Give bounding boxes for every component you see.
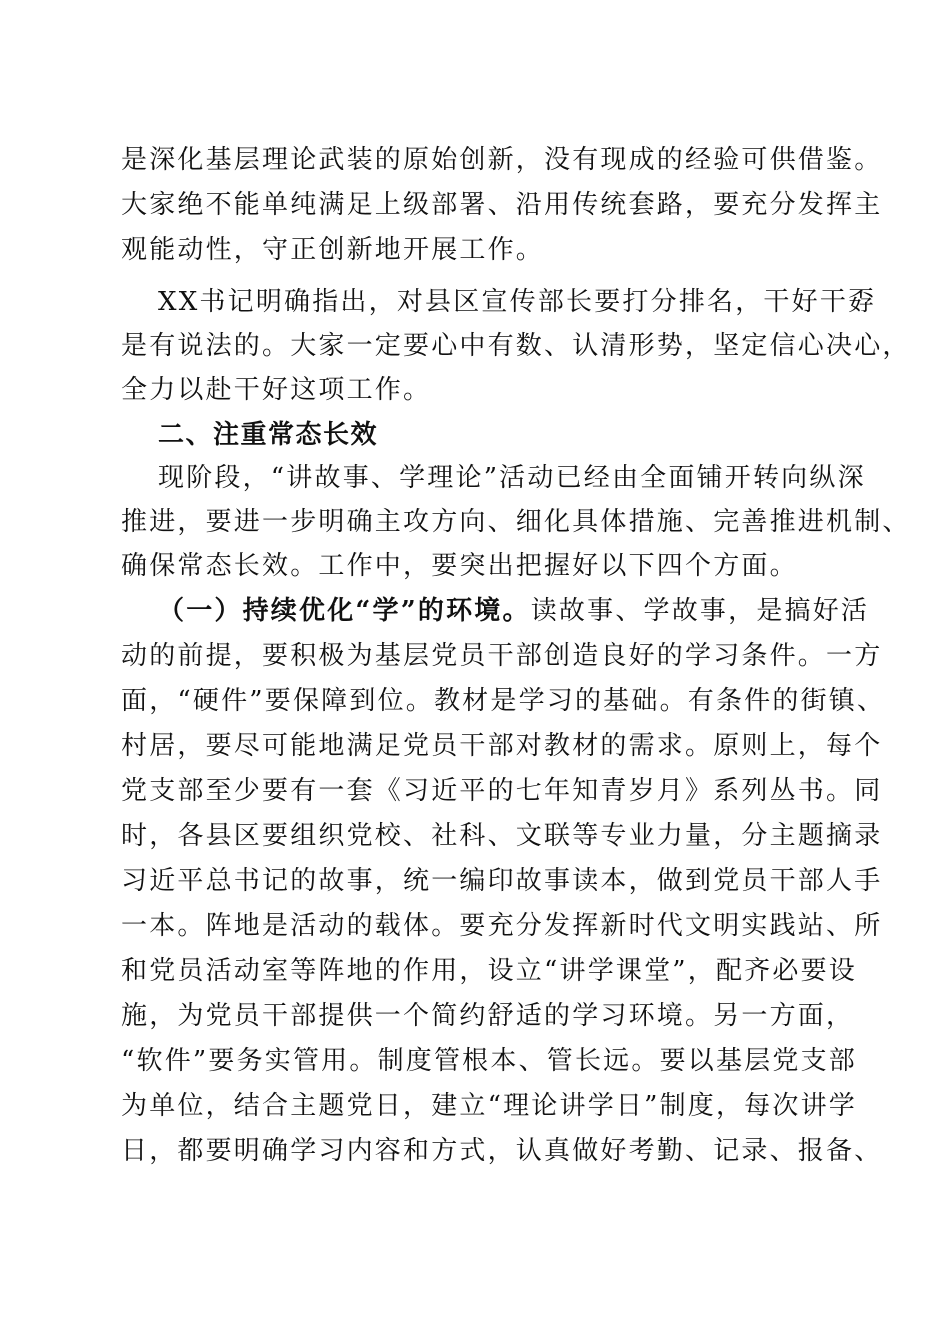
paragraph-line: 观能动性，守正创新地开展工作。 [121,235,545,265]
paragraph-line: 施，为党员干部提供一个简约舒适的学习环境。另一方面， [121,1001,855,1031]
section-heading: 二、注重常态长效 [158,420,379,450]
subsection-heading: （一）持续优化“学”的环境。 [158,596,531,626]
paragraph-line: 面，“硬件”要保障到位。教材是学习的基础。有条件的街镇、 [121,686,886,716]
paragraph-line [158,594,869,628]
paragraph-line: XX书记明确指出，对县区宣传部长要打分排名，干好干孬 [158,287,877,317]
paragraph-line: 时，各县区要组织党校、社科、文联等专业力量，分主题摘录 [121,821,883,851]
paragraph-line: 党支部至少要有一套《习近平的七年知青岁月》系列丛书。同 [121,776,883,806]
paragraph-line: 动的前提，要积极为基层党员干部创造良好的学习条件。一方 [121,641,883,671]
paragraph-line: 村居，要尽可能地满足党员干部对教材的需求。原则上，每个 [121,731,883,761]
paragraph-line: 日，都要明确学习内容和方式，认真做好考勤、记录、报备、 [121,1136,883,1166]
paragraph-text: 读故事、学故事，是搞好活 [530,596,870,626]
paragraph-line: 确保常态长效。工作中，要突出把握好以下四个方面。 [121,551,798,581]
paragraph-line: 一本。阵地是活动的载体。要充分发挥新时代文明实践站、所 [121,911,883,941]
paragraph-line: 是有说法的。大家一定要心中有数、认清形势，坚定信心决心， [121,331,911,361]
paragraph-line: 现阶段，“讲故事、学理论”活动已经由全面铺开转向纵深 [158,463,866,493]
paragraph-line: 和党员活动室等阵地的作用，设立“讲学课堂”，配齐必要设 [121,956,857,986]
paragraph-line: 是深化基层理论武装的原始创新，没有现成的经验可供借鉴。 [121,145,883,175]
paragraph-line: 大家绝不能单纯满足上级部署、沿用传统套路，要充分发挥主 [121,190,883,220]
paragraph-line: 为单位，结合主题党日，建立“理论讲学日”制度，每次讲学 [121,1091,857,1121]
paragraph-line: 推进，要进一步明确主攻方向、细化具体措施、完善推进机制、 [121,507,911,537]
paragraph-line: 全力以赴干好这项工作。 [121,375,432,405]
paragraph-line: 习近平总书记的故事，统一编印故事读本，做到党员干部人手 [121,866,883,896]
paragraph-line: “软件”要务实管用。制度管根本、管长远。要以基层党支部 [121,1046,857,1076]
